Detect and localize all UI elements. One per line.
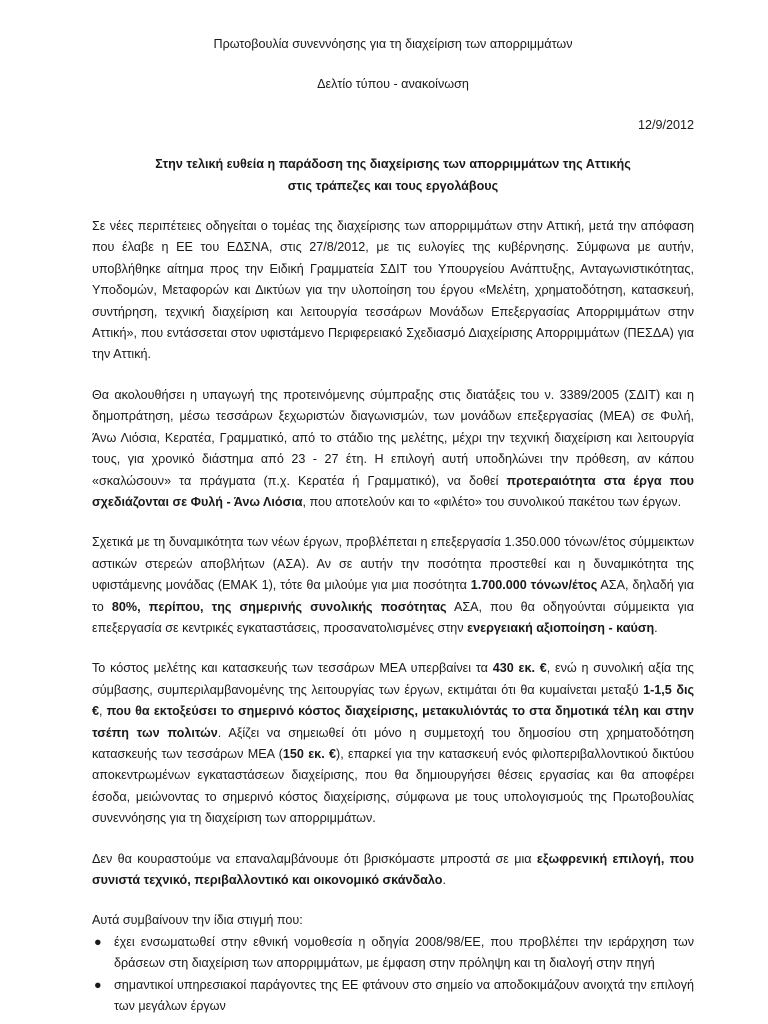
paragraph-5-text-c: . <box>442 873 446 887</box>
paragraph-4-emphasis-value: 1-1,5 δις € <box>92 682 695 719</box>
paragraph-3-emphasis-energy: ενεργειακή αξιοποίηση - καύση <box>467 620 655 635</box>
headline-line-2: στις τράπεζες και τους εργολάβους <box>287 178 499 193</box>
paragraph-2-text-c: , που αποτελούν και το «φιλέτο» του συνολικού πακέτου των έργων. <box>302 494 682 509</box>
list-item <box>92 932 694 975</box>
paragraph-3-text-g: . <box>654 620 658 635</box>
paragraph-5-text-a: Δεν θα κουραστούμε να επαναλαμβάνουμε ότι βρισκόμαστε μπροστά σε μια <box>92 851 537 866</box>
document-title: Πρωτοβουλία συνεννόησης για τη διαχείριση των απορριμμάτων <box>213 37 573 51</box>
paragraph-1-text: Σε νέες περιπέτειες οδηγείται ο τομέας της διαχείρισης των απορριμμάτων στην Αττική, μετά την απόφαση που έλαβε η ΕΕ του ΕΔΣΝΑ, στις 27/8/2012, με τις ευλογίες της κυβέρνησης. Σύμφωνα με αυτήν, υποβλήθηκε αίτημα προς την Ειδική Γραμματεία ΣΔΙΤ του Υπουργείου Ανάπτυξης, Ανταγωνιστικότητας, Υποδομών, Μεταφορών και Δικτύων για την υλοποίηση του έργου «Μελέτη, χρηματοδότηση, κατασκευή, συντήρηση, τεχνική διαχείριση και λειτουργία τεσσάρων Μονάδων Επεξεργασίας Απορριμμάτων στην Αττική», που εντάσσεται στον υφιστάμενο Περιφερειακό Σχεδιασμό Διαχείρισης Απορριμμάτων (ΠΕΣΔΑ) για την Αττική. <box>92 219 694 362</box>
paragraph-4 <box>92 658 694 829</box>
paragraph-3 <box>92 532 694 639</box>
paragraph-2 <box>92 385 694 513</box>
paragraph-4-emphasis-cost: 430 εκ. € <box>492 661 547 676</box>
paragraph-3-emphasis-tonnage: 1.700.000 τόνων/έτος <box>470 578 598 593</box>
paragraph-6-intro: Αυτά συμβαίνουν την ίδια στιγμή που: <box>92 913 303 928</box>
list-item <box>92 975 694 1018</box>
paragraph-4-text-a: Το κόστος μελέτης και κατασκευής των τεσσάρων ΜΕΑ υπερβαίνει τα <box>92 661 493 676</box>
headline-line-1: Στην τελική ευθεία η παράδοση της διαχείρισης των απορριμμάτων της Αττικής <box>155 157 631 172</box>
bullet-icon: ● <box>94 977 102 992</box>
list-item-text: έχει ενσωματωθεί στην εθνική νομοθεσία η οδηγία 2008/98/ΕΕ, που προβλέπει την ιεράρχηση των δράσεων στη διαχείριση των απορριμμάτων, με έμφαση στην πρόληψη και τη διαλογή στην πηγή <box>114 934 694 971</box>
paragraph-5 <box>92 849 694 892</box>
paragraph-3-text-c: ΑΣΑ, δηλαδή για το <box>92 578 694 614</box>
paragraph-4-emphasis-public: 150 εκ. € <box>282 746 337 761</box>
bullet-icon: ● <box>94 934 102 949</box>
paragraph-5-emphasis: εξωφρενική επιλογή, που συνιστά τεχνικό, περιβαλλοντικό και οικονομικό σκάνδαλο <box>92 851 694 887</box>
paragraph-3-text-a: Σχετικά με τη δυναμικότητα των νέων έργων, προβλέπεται η επεξεργασία 1.350.000 τόνων/έτος σύμμεικτων αστικών στερεών αποβλήτων (ΑΣΑ). Αν σε αυτήν την ποσότητα προστεθεί και η δυναμικότητα της υφιστάμενης μονάδας (ΕΜΑΚ 1), τότε θα μιλούμε για μια ποσότητα <box>92 535 694 593</box>
paragraph-4-text-c: , ενώ η συνολική αξία της σύμβασης, συμπεριλαμβανομένης της λειτουργίας των έργων, εκτιμάται ότι θα κυμαίνεται μεταξύ <box>92 661 695 697</box>
paragraph-3-emphasis-percent: 80%, περίπου, της σημερινής συνολικής ποσότητας <box>111 599 447 614</box>
paragraph-2-text-a: Θα ακολουθήσει η υπαγωγή της προτεινόμενης σύμπραξης στις διατάξεις του ν. 3389/2005 (ΣΔΙΤ) και η δημοπράτηση, μέσω τεσσάρων ξεχωριστών διαγωνισμών, των μονάδων επεξεργασίας (ΜΕΑ) σε Φυλή, Άνω Λιόσια, Κερατέα, Γραμματικό, από το στάδιο της μελέτης, μέχρι την τεχνική διαχείριση και λειτουργία τους, για χρονικό διάστημα από 23 - 27 έτη. Η επιλογή αυτή υποδηλώνει την πρόθεση, αν κάπου «σκαλώσουν» τα πράγματα (π.χ. Κερατέα ή Γραμματικό), να δοθεί <box>92 387 694 488</box>
document-date: 12/9/2012 <box>637 117 694 132</box>
paragraph-4-text-e: , <box>99 704 107 719</box>
paragraph-4-emphasis-impact: που θα εκτοξεύσει το σημερινό κόστος διαχείρισης, μετακυλιόντάς το στα δημοτικά τέλη και στην τσέπη των πολιτών <box>92 704 695 740</box>
list-item-text: σημαντικοί υπηρεσιακοί παράγοντες της ΕΕ φτάνουν στο σημείο να αποδοκιμάζουν ανοιχτά την επιλογή των μεγάλων έργων <box>114 977 694 1014</box>
headline <box>92 154 694 197</box>
paragraph-4-text-i: ), επαρκεί για την κατασκευή ενός φιλοπεριβαλλοντικού δικτύου αποκεντρωμένων εγκαταστάσεων διαχείρισης, που θα δημιουργήσει θέσεις εργασίας και θα αποφέρει έσοδα, μειώνοντας το σημερινό κόστος διαχείρισης, σύμφωνα με τους υπολογισμούς της Πρωτοβουλίας συνεννόησης για τη διαχείριση των απορριμμάτων. <box>92 746 694 826</box>
bullet-list <box>92 932 694 1018</box>
paragraph-4-text-g: . Αξίζει να σημειωθεί ότι μόνο η συμμετοχή του δημοσίου στη χρηματοδότηση κατασκευής των τεσσάρων ΜΕΑ ( <box>92 725 694 761</box>
paragraph-2-emphasis: προτεραιότητα στα έργα που σχεδιάζονται σε Φυλή - Άνω Λιόσια <box>92 473 694 509</box>
paragraph-3-text-e: ΑΣΑ, που θα οδηγούνται σύμμεικτα για επεξεργασία σε κεντρικές εγκαταστάσεις, προσανατολισμένες στην <box>92 599 694 635</box>
document-subtitle: Δελτίο τύπου - ανακοίνωση <box>317 77 469 92</box>
paragraph-1 <box>92 216 694 366</box>
